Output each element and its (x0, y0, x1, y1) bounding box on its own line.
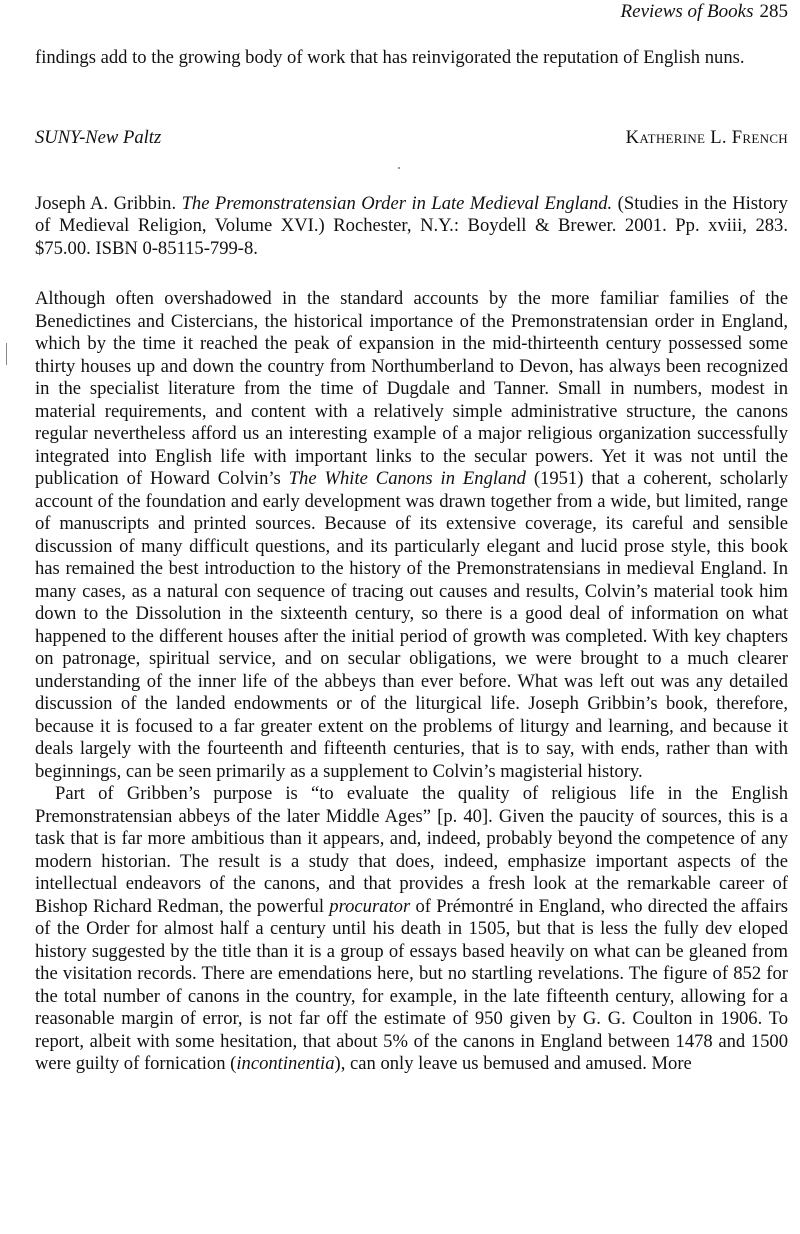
paragraph-1-part-b: (1951) that a coherent, scholarly account of the foundation and early development was drawn together from a wide, but limited, range of manuscripts and printed sources. Because of its extensive coverage, its careful and sensible discussion of many difficult questions, and its particularly elegant and lucid prose style, this book has remained the best introduction to the history of the Premonstratensians in medieval England. In many cases, as a natural con sequence of tracing out causes and results, Colvin’s material took him down to the Dissolution in the sixteenth century, so there is a good deal of information on what happened to the different houses after the initial period of growth was completed. With key chapters on patronage, spiritual service, and on secular obligations, we were brought to a much clearer understanding of the inner life of the abbeys than ever before. What was left out was any detailed discussion of the landed endowments or of the liturgical life. Joseph Gribbin’s book, therefore, because it is focused to a far greater extent on the problems of liturgy and learning, and because it deals largely with the fourteenth and fifteenth centuries, that is to say, with ends, rather than with beginnings, can be seen primarily as a supplement to Colvin’s magisterial history. (35, 468, 789, 782)
cited-book-title: The White Canons in England (288, 468, 526, 489)
separator-dot (398, 167, 400, 169)
book-title: The Premonstratensian Order in Late Medieval England. (181, 193, 613, 214)
previous-review-closing: findings add to the growing body of work that has reinvigorated the reputation of English nuns. (35, 47, 745, 68)
paragraph-2-part-c: ), can only leave us bemused and amused. More (334, 1053, 692, 1074)
running-title: Reviews of Books (620, 1, 754, 22)
margin-mark (6, 343, 7, 365)
paragraph-1-part-a: Although often overshadowed in the standard accounts by the more familiar families of the Benedictines and Cistercians, the historical importance of the Premonstratensian order in England, which by the time it reached the peak of expansion in the mid-thirteenth century possessed some thirty houses up and down the country from Northumberland to Devon, has always been recognized in the specialist literature from the time of Dugdale and Tanner. Small in numbers, modest in material requirements, and content with a relatively simple administrative structure, the canons regular nevertheless afford us an interesting example of a major religious organization successfully integrated into English life with important links to the secular powers. Yet it was not until the publication of Howard Colvin’s (35, 288, 788, 489)
book-details: (Studies in the History of Medieval Religion, Volume XVI.) Rochester, N.Y.: Boydell & Brewer. 2001. Pp. xviii, 283. $75.00. ISBN 0-85115-799-8. (35, 193, 788, 259)
book-author: Joseph A. Gribbin. (35, 193, 177, 214)
running-head (621, 0, 788, 24)
reviewer-institution: SUNY-New Paltz (35, 127, 162, 148)
paragraph-1 (35, 288, 788, 783)
term-procurator: procurator (329, 895, 411, 917)
paragraph-2-part-a: Part of Gribben’s purpose is “to evaluate the quality of religious life in the English Premonstratensian abbeys of the later Middle Ages” [p. 40]. Given the paucity of sources, this is a task that is far more ambitious than it appears, and, indeed, probably beyond the competence of any modern historian. The result is a study that does, indeed, emphasize important aspects of the intellectual endeavors of the canons, and that provides a fresh look at the remarkable career of Bishop Richard Redman, the powerful (35, 783, 788, 917)
term-incontinentia: incontinentia (236, 1053, 335, 1074)
page-number: 285 (759, 1, 788, 22)
reviewer-name: Katherine L. French (625, 127, 788, 148)
reviewer-signature (35, 127, 788, 149)
review-body (35, 288, 788, 1076)
paragraph-2-part-b: of Prémontré in England, who directed the affairs of the Order for almost half a century until his death in 1505, but that is less the fully dev eloped history suggested by the title than it is a group of essays based heavily on what can be gleaned from the visitation records. There are emendations here, but no startling revelations. The figure of 852 for the total number of canons in the country, for example, in the late fifteenth century, allowing for a reasonable margin of error, is not far off the estimate of 950 given by G. G. Coulton in 1906. To report, albeit with some hesitation, that about 5% of the canons in England between 1478 and 1500 were guilty of fornication ( (35, 895, 789, 1074)
paragraph-2 (35, 783, 788, 1076)
book-citation (35, 193, 788, 260)
